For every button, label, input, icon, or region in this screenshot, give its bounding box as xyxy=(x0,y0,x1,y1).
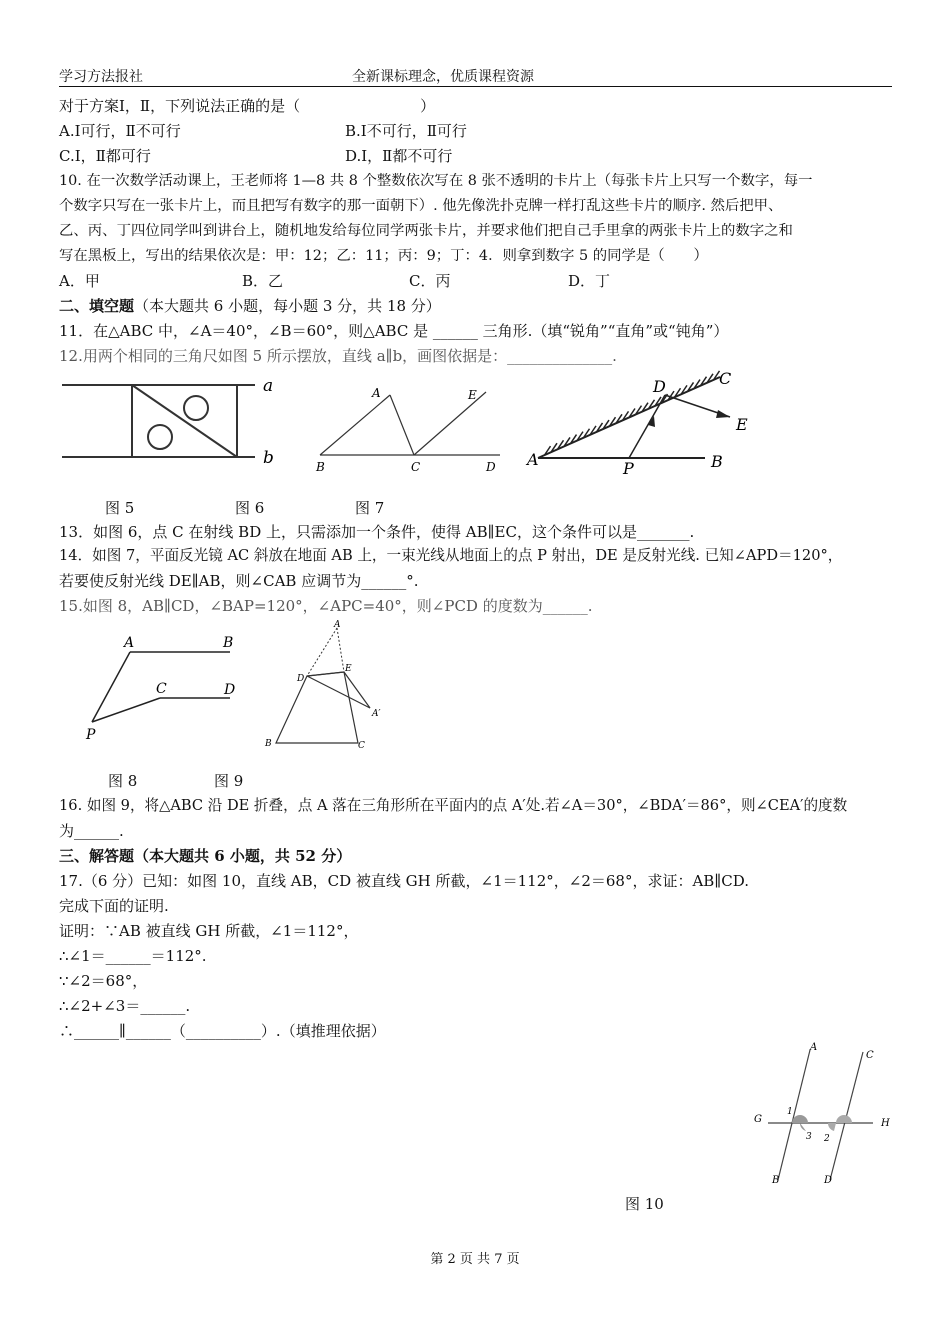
fig6-label-b: B xyxy=(316,460,325,474)
fig7-label-c: C xyxy=(719,369,732,388)
q17-proof-step-4: ∴∠2+∠3＝______. xyxy=(59,997,191,1015)
fig7-caption: 图 7 xyxy=(355,499,385,517)
fig10-label-a: A xyxy=(810,1042,818,1053)
q16-line-1: 16. 如图 9，将△ABC 沿 DE 折叠，点 A 落在三角形所在平面内的点 A′处.若∠A＝30°，∠BDA′＝86°，则∠CEA′的度数 xyxy=(59,797,848,814)
q10-line-4: 写在黑板上，写出的结果依次是：甲：12；乙：11；丙：9；丁：4．则拿到数字 5 的同学是（ ） xyxy=(59,248,708,264)
fig5-label-a: a xyxy=(263,376,274,396)
q17-proof-step-1: 证明：∵AB 被直线 GH 所截，∠1＝112°， xyxy=(59,922,359,940)
fig6-caption: 图 6 xyxy=(235,499,265,517)
q16-line-2: 为______. xyxy=(59,822,124,840)
fig8-caption: 图 8 xyxy=(108,772,138,790)
fig10-angle-1: 1 xyxy=(787,1107,793,1117)
q9-prompt: 对于方案Ⅰ，Ⅱ，下列说法正确的是（ ） xyxy=(59,97,436,115)
fig10-label-g: G xyxy=(754,1114,762,1125)
fig10-label-b: B xyxy=(772,1175,780,1186)
q10-option-a: A．甲 xyxy=(59,272,100,290)
q10-line-2: 个数字只写在一张卡片上，而且把写有数字的那一面朝下）. 他先像洗扑克牌一样打乱这些卡片的顺序. 然后把甲、 xyxy=(59,198,783,214)
q9-option-c: C.Ⅰ，Ⅱ都可行 xyxy=(59,147,151,165)
fig9-label-e: E xyxy=(345,664,352,674)
fig10-angle-3: 3 xyxy=(806,1132,812,1142)
q17-instruction: 完成下面的证明. xyxy=(59,897,169,915)
fig7-label-e: E xyxy=(736,415,748,434)
q10-option-d: D．丁 xyxy=(568,272,611,290)
fig7-label-d: D xyxy=(653,377,666,396)
fig10-angle-2: 2 xyxy=(824,1134,830,1144)
q10-line-1: 10. 在一次数学活动课上，王老师将 1—8 共 8 个整数依次写在 8 张不透明的卡片上（每张卡片上只写一个数字，每一 xyxy=(59,173,813,189)
q9-option-d: D.Ⅰ，Ⅱ都不可行 xyxy=(345,147,453,165)
q15: 15.如图 8，AB∥CD，∠BAP=120°，∠APC=40°，则∠PCD 的度数为______. xyxy=(59,597,593,615)
fig8-label-a: A xyxy=(124,635,135,651)
fig10-label-h: H xyxy=(881,1118,890,1129)
fig7-label-a: A xyxy=(527,450,539,469)
fig10-caption: 图 10 xyxy=(625,1195,664,1213)
q9-option-a: A.Ⅰ可行，Ⅱ不可行 xyxy=(59,122,181,140)
figure-5 xyxy=(60,370,280,470)
fig8-label-c: C xyxy=(156,681,167,697)
fig5-caption: 图 5 xyxy=(105,499,135,517)
q10-line-3: 乙、丙、丁四位同学叫到讲台上，随机地发给每位同学两张卡片，并要求他们把自己手里拿的两张卡片上的数字之和 xyxy=(59,223,793,239)
q14-line-1: 14．如图 7，平面反光镜 AC 斜放在地面 AB 上，一束光线从地面上的点 P 射出，DE 是反射光线. 已知∠APD＝120°， xyxy=(59,547,843,564)
q10-option-b: B．乙 xyxy=(242,272,284,290)
fig6-label-d: D xyxy=(486,460,496,474)
fig9-label-c: C xyxy=(358,741,365,751)
q17-proof-step-5: ∴______∥______（__________）.（填推理依据） xyxy=(59,1022,386,1040)
section-3-heading: 三、解答题（本大题共 6 小题，共 52 分） xyxy=(59,847,352,865)
header-slogan: 全新课标理念，优质课程资源 xyxy=(352,69,534,85)
q10-option-c: C．丙 xyxy=(409,272,451,290)
section-2-note: （本大题共 6 小题，每小题 3 分，共 18 分） xyxy=(134,297,441,315)
fig5-label-b: b xyxy=(263,448,274,468)
fig6-label-e: E xyxy=(468,388,477,402)
section-2-title: 二、填空题 xyxy=(59,297,135,315)
fig8-label-b: B xyxy=(223,635,234,651)
fig7-label-p: P xyxy=(623,459,634,478)
fig9-label-a-prime: A′ xyxy=(372,709,381,719)
fig9-label-b: B xyxy=(265,739,272,749)
fig7-mirror-hatching xyxy=(545,371,720,455)
fig7-label-b: B xyxy=(711,452,723,471)
q17-proof-step-2: ∴∠1＝______＝112°. xyxy=(59,947,207,965)
figure-7 xyxy=(525,370,760,480)
figure-9 xyxy=(262,615,397,755)
fig9-caption: 图 9 xyxy=(214,772,244,790)
q17-proof-step-3: ∵∠2＝68°， xyxy=(59,972,148,990)
fig10-label-c: C xyxy=(866,1050,874,1061)
q11: 11．在△ABC 中，∠A＝40°，∠B＝60°，则△ABC 是 ______ 三角形.（填“锐角”“直角”或“钝角”） xyxy=(59,322,729,340)
figure-10 xyxy=(748,1040,898,1190)
fig10-label-d: D xyxy=(824,1175,833,1186)
fig9-label-a: A xyxy=(334,620,341,630)
fig8-label-p: P xyxy=(86,727,96,743)
q14-line-2: 若要使反射光线 DE∥AB，则∠CAB 应调节为______°. xyxy=(59,572,419,590)
fig6-label-c: C xyxy=(411,460,421,474)
fig9-label-d: D xyxy=(297,674,305,684)
header-publisher: 学习方法报社 xyxy=(59,69,143,85)
header-rule xyxy=(59,86,892,87)
q13: 13．如图 6，点 C 在射线 BD 上，只需添加一个条件，使得 AB∥EC，这个条件可以是_______. xyxy=(59,523,695,541)
q9-option-b: B.Ⅰ不可行，Ⅱ可行 xyxy=(345,122,467,140)
figure-8 xyxy=(80,630,250,745)
q12: 12.用两个相同的三角尺如图 5 所示摆放，直线 a∥b，画图依据是：______________. xyxy=(59,347,617,365)
fig8-label-d: D xyxy=(224,682,236,698)
fig6-label-a: A xyxy=(372,386,381,400)
q17-statement: 17.（6 分）已知：如图 10，直线 AB，CD 被直线 GH 所截，∠1＝112°，∠2＝68°，求证：AB∥CD. xyxy=(59,872,749,890)
section-2-heading xyxy=(59,296,441,316)
figure-6 xyxy=(310,382,510,477)
page-footer: 第 2 页 共 7 页 xyxy=(430,1252,520,1267)
